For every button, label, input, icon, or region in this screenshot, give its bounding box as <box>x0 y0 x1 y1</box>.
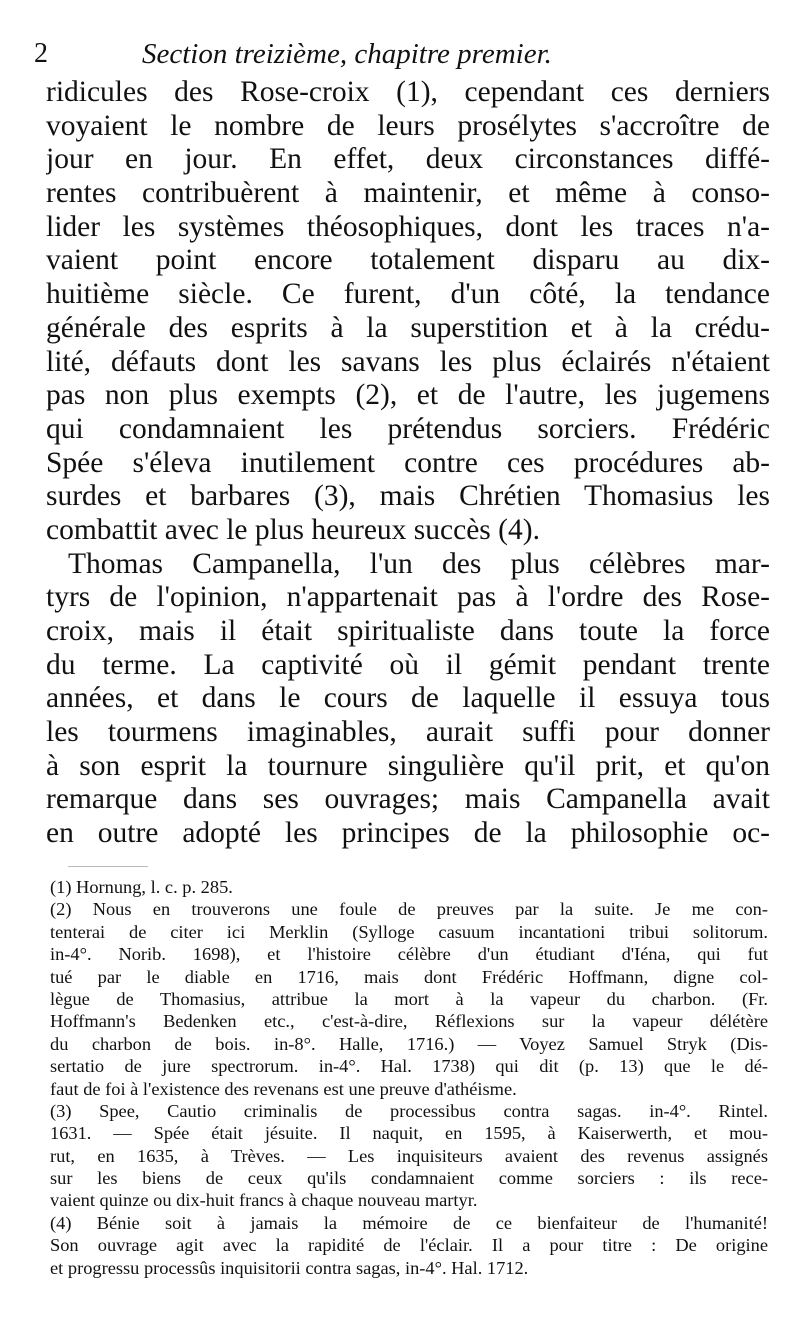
text-line: années, et dans le cours de laquelle il essuya tous <box>46 682 770 715</box>
main-text <box>46 76 770 851</box>
text-line: croix, mais il était spiritualiste dans toute la force <box>46 615 770 647</box>
text-line: surdes et barbares (3), mais Chrétien Thomasius les <box>46 480 770 513</box>
footnote-line: sertatio de jure spectrorum. in-4°. Hal. 1738) qui dit (p. 13) que le dé- <box>50 1056 768 1077</box>
text-line: combattit avec le plus heureux succès (4). <box>46 513 540 546</box>
footnote-line: vaient quinze ou dix-huit francs à chaque nouveau martyr. <box>50 1190 478 1211</box>
text-line: Thomas Campanella, l'un des plus célèbres mar- <box>68 547 770 580</box>
footnote-line: du charbon de bois. in-8°. Halle, 1716.) — Voyez Samuel Stryk (Dis- <box>50 1033 768 1054</box>
text-line: Spée s'éleva inutilement contre ces procédures ab- <box>46 446 770 479</box>
text-line: vaient point encore totalement disparu au dix- <box>46 244 770 277</box>
footnote-line: sur les biens de ceux qu'ils condamnaient comme sorciers : ils rece- <box>50 1168 768 1189</box>
footnote-line: et progressu processûs inquisitorii contra sagas, in-4°. Hal. 1712. <box>50 1257 529 1278</box>
text-line: jour en jour. En effet, deux circonstances diffé- <box>46 143 770 176</box>
text-line: qui condamnaient les prétendus sorciers. Frédéric <box>46 412 770 445</box>
footnote-divider <box>68 866 148 867</box>
text-line: huitième siècle. Ce furent, d'un côté, la tendance <box>46 278 770 311</box>
footnote-line: Son ouvrage agit avec la rapidité de l'éclair. Il a pour titre : De origine <box>50 1235 768 1256</box>
text-line: rentes contribuèrent à maintenir, et même à conso- <box>46 177 770 210</box>
footnote-line: Hoffmann's Bedenken etc., c'est-à-dire, Réflexions sur la vapeur délétère <box>50 1011 768 1032</box>
footnote-line: tué par le diable en 1716, mais dont Frédéric Hoffmann, digne col- <box>50 966 768 987</box>
footnotes <box>50 876 768 1279</box>
footnote-line: in-4°. Norib. 1698), et l'histoire célèbre d'un étudiant d'Iéna, qui fut <box>50 944 768 965</box>
text-line: tyrs de l'opinion, n'appartenait pas à l'ordre des Rose- <box>46 581 770 614</box>
footnote-line: (3) Spee, Cautio criminalis de processibus contra sagas. in-4°. Rintel. <box>50 1100 768 1121</box>
footnote-line: faut de foi à l'existence des revenans est une preuve d'athéisme. <box>50 1078 517 1099</box>
text-line: les tourmens imaginables, aurait suffi pour donner <box>46 716 770 749</box>
text-line: remarque dans ses ouvrages; mais Campanella avait <box>46 783 770 816</box>
footnote-line: 1631. — Spée était jésuite. Il naquit, en 1595, à Kaiserwerth, et mou- <box>50 1123 768 1144</box>
text-line: ridicules des Rose-croix (1), cependant ces derniers <box>46 76 770 108</box>
text-line: lité, défauts dont les savans les plus éclairés n'étaient <box>46 345 770 378</box>
text-line: à son esprit la tournure singulière qu'il prit, et qu'on <box>46 749 770 782</box>
footnote-line: lègue de Thomasius, attribue la mort à la vapeur du charbon. (Fr. <box>50 988 768 1009</box>
text-line: voyaient le nombre de leurs prosélytes s'accroître de <box>46 109 770 142</box>
footnote-line: (4) Bénie soit à jamais la mémoire de ce bienfaiteur de l'humanité! <box>50 1212 768 1233</box>
footnote-line: (2) Nous en trouverons une foule de preuves par la suite. Je me con- <box>50 899 768 920</box>
text-line: du terme. La captivité où il gémit pendant trente <box>46 648 770 681</box>
footnote-line: tenterai de citer ici Merklin (Sylloge casuum incantationi tribui solitorum. <box>50 921 768 942</box>
page-number: 2 <box>34 38 48 69</box>
text-line: en outre adopté les principes de la philosophie oc- <box>46 817 770 850</box>
footnote-line: rut, en 1635, à Trèves. — Les inquisiteurs avaient des revenus assignés <box>50 1145 768 1166</box>
text-line: lider les systèmes théosophiques, dont les traces n'a- <box>46 210 770 243</box>
text-line: générale des esprits à la superstition et à la crédu- <box>46 311 770 344</box>
text-line: pas non plus exempts (2), et de l'autre, les jugemens <box>46 379 770 412</box>
footnote-line: (1) Hornung, l. c. p. 285. <box>50 877 233 897</box>
running-title: Section treizième, chapitre premier. <box>142 38 552 70</box>
page-header <box>30 34 770 74</box>
